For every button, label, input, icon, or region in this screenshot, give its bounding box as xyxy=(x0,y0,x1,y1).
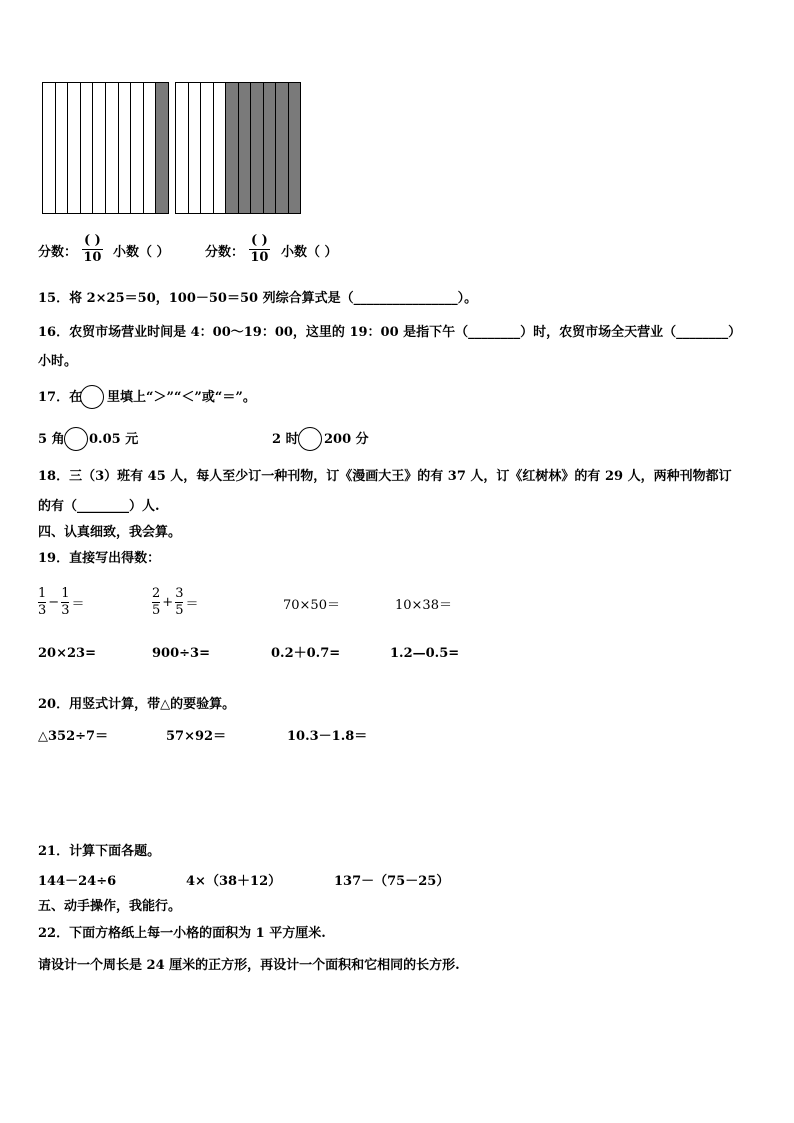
strip-cell xyxy=(239,83,252,213)
question-18-line1: 18．三（3）班有 45 人，每人至少订一种刊物，订《漫画大王》的有 37 人，订《红树林》的有 29 人，两种刊物都订 xyxy=(38,469,732,484)
strip-cell xyxy=(43,83,56,213)
q17-a-left: 5 角 xyxy=(38,432,65,447)
q21-expr-2: 4×（38＋12） xyxy=(186,874,282,889)
strip-cell xyxy=(144,83,157,213)
strip-cell xyxy=(68,83,81,213)
strip-cell xyxy=(131,83,144,213)
fraction-label-left: 分数： xyxy=(38,245,78,260)
q19-expr-5: 20×23= xyxy=(38,646,96,661)
q19-expr-4: 10×38＝ xyxy=(395,598,452,613)
q17-b-right: 200 分 xyxy=(324,432,369,447)
q17-a-right: 0.05 元 xyxy=(89,432,139,447)
strip-cell xyxy=(93,83,106,213)
strip-cell xyxy=(214,83,227,213)
q19-expr-8: 1.2—0.5= xyxy=(390,646,460,661)
strip-cell xyxy=(189,83,202,213)
strip-cell xyxy=(176,83,189,213)
fraction-answer-left: ( ) 10 xyxy=(83,233,102,265)
compare-circle-example xyxy=(80,385,104,409)
section-4-heading: 四、认真细致，我会算。 xyxy=(38,525,182,540)
strip-cell xyxy=(156,83,168,213)
question-15: 15．将 2×25＝50，100－50＝50 列综合算式是（________________）。 xyxy=(38,291,478,306)
question-22-line2: 请设计一个周长是 24 厘米的正方形，再设计一个面积和它相同的长方形. xyxy=(38,958,460,973)
q19-expr-1: $\frac{1}{3}$ − $\frac{1}{3}$ ＝ xyxy=(38,586,85,618)
question-16-line2: 小时。 xyxy=(38,354,78,369)
q20-expr-3: 10.3－1.8＝ xyxy=(287,729,368,744)
q19-expr-6: 900÷3= xyxy=(152,646,210,661)
strip-cell xyxy=(119,83,132,213)
question-17-text-a: 17．在 xyxy=(38,390,83,405)
question-16-line1: 16．农贸市场营业时间是 4：00～19：00，这里的 19：00 是指下午（________）时，农贸市场全天营业（________） xyxy=(38,325,742,340)
question-18-line2: 的有（________）人. xyxy=(38,499,160,514)
q19-expr-3: 70×50＝ xyxy=(283,598,340,613)
section-5-heading: 五、动手操作，我能行。 xyxy=(38,899,182,914)
q17-b-left: 2 时 xyxy=(272,432,299,447)
fraction-answer-right: ( ) 10 xyxy=(250,233,269,265)
fraction-strip-right xyxy=(175,82,301,214)
question-17-text-b: 里填上“＞”“＜”或“＝”。 xyxy=(107,390,256,405)
strip-cell xyxy=(226,83,239,213)
compare-circle-b[interactable] xyxy=(298,427,322,451)
q21-expr-3: 137－（75－25） xyxy=(334,874,450,889)
q19-expr-2: $\frac{2}{5}$ + $\frac{3}{5}$ ＝ xyxy=(152,586,199,618)
strip-cell xyxy=(201,83,214,213)
q20-expr-1: △352÷7＝ xyxy=(38,729,109,744)
strip-cell xyxy=(276,83,289,213)
decimal-label-left: 小数（ ） xyxy=(113,245,170,260)
strip-cell xyxy=(81,83,94,213)
strip-cell xyxy=(251,83,264,213)
question-22-line1: 22．下面方格纸上每一小格的面积为 1 平方厘米. xyxy=(38,926,326,941)
strip-cell xyxy=(264,83,277,213)
question-19-title: 19．直接写出得数： xyxy=(38,551,161,566)
strip-cell xyxy=(106,83,119,213)
question-20-title: 20．用竖式计算，带△的要验算。 xyxy=(38,697,236,712)
decimal-label-right: 小数（ ） xyxy=(281,245,338,260)
q19-expr-7: 0.2＋0.7= xyxy=(271,646,341,661)
fraction-strip-left xyxy=(42,82,169,214)
q20-expr-2: 57×92＝ xyxy=(166,729,227,744)
strip-cell xyxy=(289,83,301,213)
compare-circle-a[interactable] xyxy=(64,427,88,451)
question-21-title: 21．计算下面各题。 xyxy=(38,844,161,859)
fraction-label-right: 分数： xyxy=(205,245,245,260)
strip-cell xyxy=(56,83,69,213)
q21-expr-1: 144－24÷6 xyxy=(38,874,117,889)
